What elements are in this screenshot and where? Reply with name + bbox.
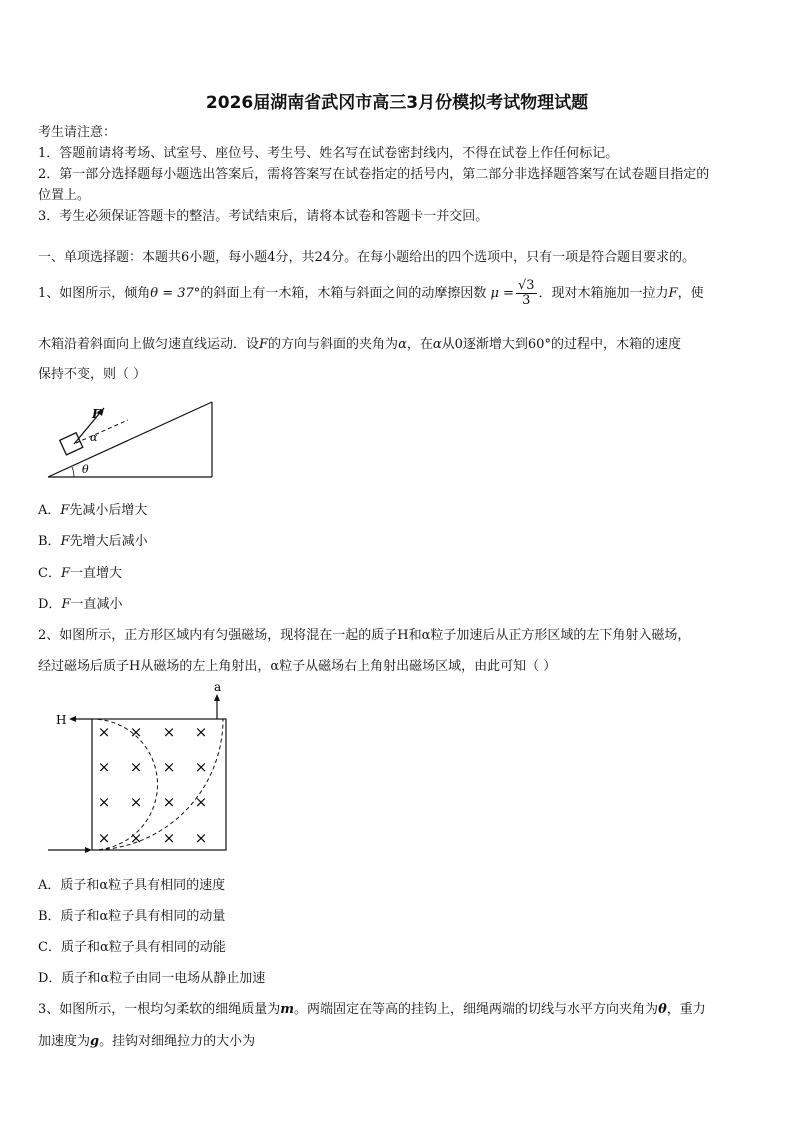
notice-item: 1．答题前请将考场、试室号、座位号、考生号、姓名写在试卷密封线内，不得在试卷上作任何标记。	[38, 146, 619, 161]
option-letter: C．	[38, 566, 61, 581]
option-symbol: F	[61, 597, 71, 612]
option-symbol: F	[60, 534, 70, 549]
option-letter: B．	[38, 534, 61, 549]
option-text: 先增大后减小	[69, 534, 148, 549]
page-title: 2026届湖南省武冈市高三3月份模拟考试物理试题	[205, 93, 589, 113]
fraction-denominator: 3	[522, 293, 531, 308]
q1-alpha: α	[432, 337, 442, 352]
field-mark: ×	[162, 758, 176, 776]
q1-F: F	[668, 286, 678, 301]
field-mark: ×	[162, 829, 176, 847]
q1-text: ，使	[677, 286, 704, 301]
label-H: H	[56, 713, 67, 727]
field-marks	[98, 723, 208, 847]
q1-line-2	[38, 333, 681, 352]
field-mark: ×	[129, 723, 143, 741]
q3-text: 3、如图所示，一根均匀柔软的细绳质量为	[38, 1002, 281, 1017]
field-mark: ×	[97, 793, 111, 811]
q1-option-d[interactable]	[38, 593, 122, 612]
q2-option-b[interactable]: B．质子和α粒子具有相同的动量	[38, 909, 226, 924]
q1-line-1	[38, 279, 704, 308]
q1-text: 的斜面上有一木箱，木箱与斜面之间的动摩擦因数	[200, 286, 487, 301]
theta-angle-arc	[72, 467, 74, 477]
q3-theta: θ	[658, 1002, 667, 1017]
q1-option-b[interactable]	[38, 530, 148, 549]
q2-line-2: 经过磁场后质子H从磁场的左上角射出，α粒子从磁场右上角射出磁场区域，由此可知（ ）	[38, 659, 557, 674]
notice-heading: 考生请注意：	[38, 125, 117, 140]
q1-incline-figure	[40, 396, 220, 482]
q3-line-2	[38, 1030, 255, 1049]
field-mark: ×	[129, 758, 143, 776]
label-a: a	[214, 680, 222, 694]
field-mark: ×	[194, 793, 208, 811]
q3-text: 。挂钩对细绳拉力的大小为	[99, 1034, 256, 1049]
q1-mu: μ =	[490, 286, 514, 301]
arrow-head-icon	[69, 716, 76, 722]
label-alpha: α	[90, 431, 98, 444]
notice-item: 3．考生必须保证答题卡的整洁。考试结束后，请将本试卷和答题卡一并交回。	[38, 209, 489, 224]
q1-text: ．现对木箱施加一拉力	[538, 286, 669, 301]
option-symbol: F	[60, 566, 70, 581]
arrow-head-icon	[85, 847, 92, 853]
q1-text: 木箱沿着斜面向上做匀速直线运动．设	[38, 337, 260, 352]
field-mark: ×	[129, 793, 143, 811]
q1-theta-eq: θ = 37°	[150, 286, 201, 301]
option-text: 一直减小	[70, 597, 123, 612]
q2-line-1: 2、如图所示，正方形区域内有匀强磁场，现将混在一起的质子H和α粒子加速后从正方形区域的左下角射入磁场，	[38, 628, 691, 643]
q2-option-d[interactable]: D．质子和α粒子由同一电场从静止加速	[38, 971, 266, 986]
q3-text: 加速度为	[38, 1034, 91, 1049]
option-symbol: F	[60, 503, 70, 518]
q2-option-a[interactable]: A．质子和α粒子具有相同的速度	[38, 878, 226, 893]
q1-option-a[interactable]	[38, 499, 147, 518]
field-mark: ×	[162, 723, 176, 741]
field-mark: ×	[194, 829, 208, 847]
q1-text: 1、如图所示，倾角	[38, 286, 151, 301]
section-heading: 一、单项选择题：本题共6小题，每小题4分，共24分。在每小题给出的四个选项中，只有一项是符合题目要求的。	[38, 250, 696, 265]
label-theta: θ	[82, 463, 89, 476]
q1-text: 从0逐渐增大到60°的过程中，木箱的速度	[441, 337, 681, 352]
q2-magnetic-field-figure	[40, 680, 240, 858]
field-mark: ×	[129, 829, 143, 847]
label-F: F	[92, 407, 101, 421]
q3-m: m	[280, 1002, 295, 1017]
arrow-head-icon	[214, 694, 220, 701]
field-mark: ×	[97, 723, 111, 741]
field-mark: ×	[194, 723, 208, 741]
q3-text: 。两端固定在等高的挂钩上，细绳两端的切线与水平方向夹角为	[294, 1002, 659, 1017]
q1-alpha: α	[398, 337, 407, 352]
q1-text: 的方向与斜面的夹角为	[268, 337, 399, 352]
option-text: 先减小后增大	[69, 503, 148, 518]
option-text: 一直增大	[69, 566, 122, 581]
field-mark: ×	[194, 758, 208, 776]
q3-text: ，重力	[666, 1002, 706, 1017]
q1-mu-fraction	[516, 279, 537, 308]
fraction-numerator: √3	[517, 278, 535, 293]
q2-option-c[interactable]: C．质子和α粒子具有相同的动能	[38, 940, 226, 955]
field-mark: ×	[97, 829, 111, 847]
q1-text: ，在	[406, 337, 433, 352]
q3-line-1	[38, 998, 706, 1017]
notice-item: 2．第一部分选择题每小题选出答案后，需将答案写在试卷指定的括号内，第二部分非选择题答案写在试卷题目指定的	[38, 167, 710, 182]
field-mark: ×	[162, 793, 176, 811]
option-letter: A．	[38, 503, 61, 518]
q1-option-c[interactable]	[38, 562, 122, 581]
notice-item: 位置上。	[38, 188, 91, 203]
q1-line-3: 保持不变，则（ ）	[38, 367, 147, 382]
option-letter: D．	[38, 597, 62, 612]
q3-g: g	[90, 1034, 100, 1049]
field-mark: ×	[97, 758, 111, 776]
q1-F: F	[259, 337, 269, 352]
wooden-box	[60, 433, 83, 455]
